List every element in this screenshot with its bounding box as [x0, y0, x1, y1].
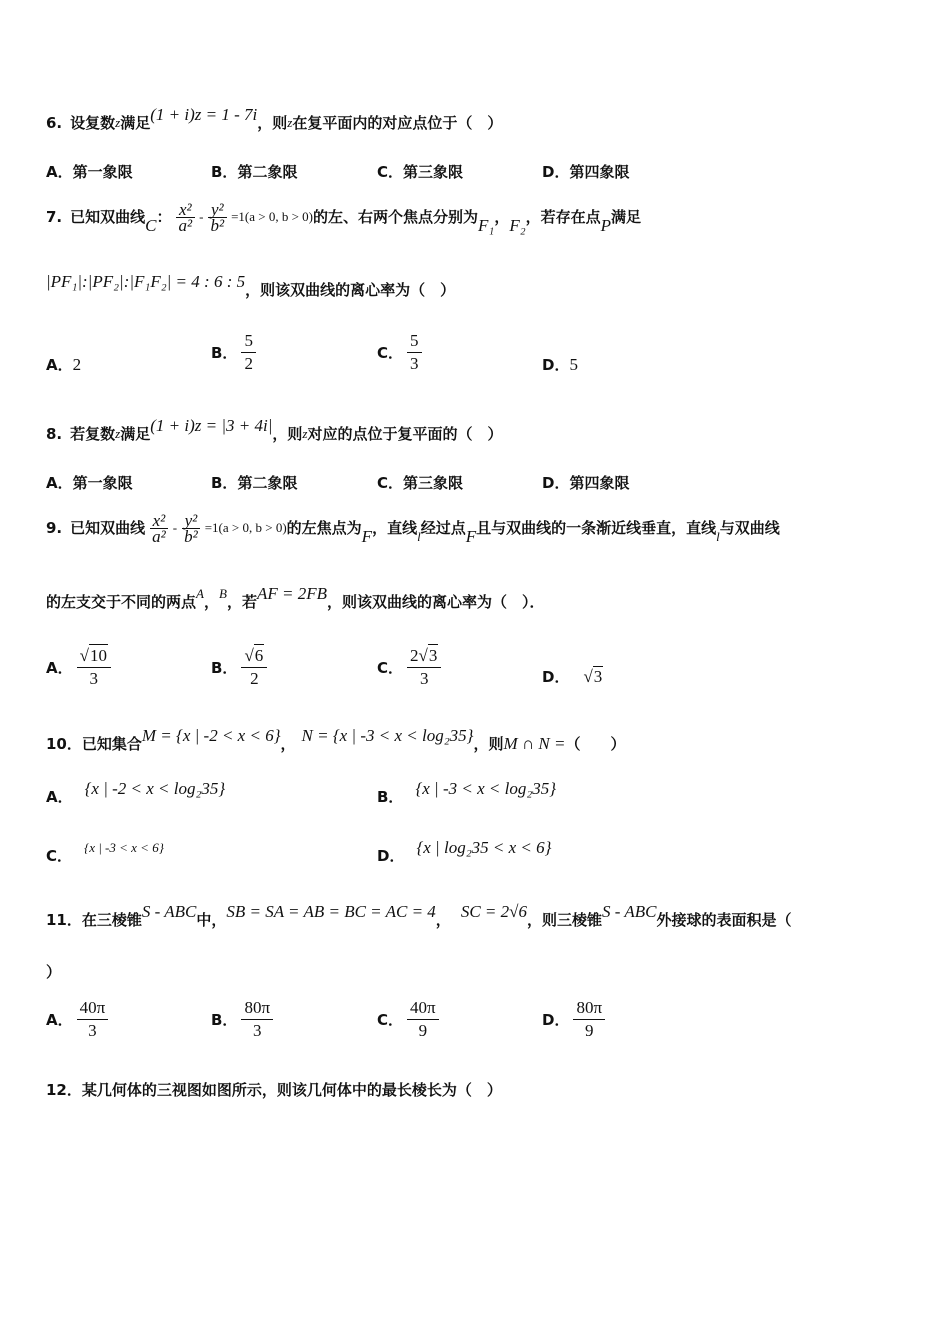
- fraction-numerator: 5: [407, 330, 422, 353]
- math-equation: SB = SA = AB = BC = AC = 4: [226, 902, 436, 921]
- math-expression: S - ABC: [141, 902, 197, 921]
- question-11-continued: [46, 962, 61, 982]
- math-var: z: [115, 426, 121, 441]
- radicand: 3: [428, 646, 438, 665]
- question-text: ，: [203, 593, 219, 611]
- question-text: 且与双曲线的一条渐近线垂直，直线: [476, 519, 717, 537]
- option-c[interactable]: [377, 472, 463, 493]
- question-text: 在复平面内的对应点位于（ ）: [292, 114, 503, 132]
- option-a[interactable]: [46, 644, 115, 690]
- question-text: 满足: [611, 208, 642, 226]
- option-label: C．: [377, 163, 404, 181]
- math-var: F₂: [509, 216, 526, 235]
- option-label: A．: [46, 356, 73, 374]
- option-label: A．: [46, 788, 73, 806]
- option-text: 第三象限: [403, 163, 464, 181]
- option-text: 第三象限: [403, 474, 464, 492]
- option-fraction: [241, 997, 273, 1042]
- option-label: A．: [46, 474, 73, 492]
- question-text: 在三棱锥: [81, 911, 142, 929]
- fraction-denominator: a²: [178, 215, 193, 235]
- radicand: 3: [593, 667, 603, 686]
- coefficient: 2: [410, 646, 419, 665]
- option-c[interactable]: [377, 644, 445, 690]
- option-fraction: [77, 644, 111, 690]
- question-6: [46, 105, 503, 133]
- question-text: 某几何体的三视图如图所示，则该几何体中的最长棱长为（ ）: [81, 1081, 502, 1099]
- option-d[interactable]: [542, 997, 609, 1042]
- fraction-numerator: 80π: [241, 997, 273, 1020]
- option-label: C．: [377, 474, 404, 492]
- fraction-numerator: 5: [241, 330, 256, 353]
- question-text: ：: [156, 208, 172, 226]
- fraction-x2-a2: [176, 199, 196, 235]
- fraction-denominator: b²: [184, 526, 198, 546]
- question-text: ，则: [257, 114, 288, 132]
- fraction-x2-a2: [149, 510, 169, 546]
- option-fraction: [241, 330, 256, 375]
- math-set: M = {x | -2 < x < 6}: [141, 726, 281, 745]
- option-text: 第一象限: [72, 474, 133, 492]
- math-var: A: [196, 586, 204, 601]
- fraction-denominator: 2: [244, 354, 253, 373]
- fraction-denominator: a²: [152, 526, 166, 546]
- option-label: D．: [542, 163, 570, 181]
- option-value: 5: [569, 354, 578, 374]
- question-number: 7.: [46, 208, 63, 226]
- question-7: [46, 197, 641, 237]
- option-label: C．: [46, 847, 73, 865]
- math-var: z: [115, 115, 121, 130]
- option-d[interactable]: [542, 161, 629, 182]
- question-text: 中，: [196, 911, 227, 929]
- fraction-numerator: x²: [150, 513, 169, 529]
- question-text: 的左支交于不同的两点: [46, 593, 197, 611]
- option-text: 第四象限: [569, 474, 630, 492]
- question-9: [46, 508, 780, 548]
- question-text: 已知双曲线: [70, 519, 146, 537]
- option-c[interactable]: [46, 839, 164, 866]
- fraction-denominator: 3: [252, 1021, 262, 1040]
- option-text: {x | -3 < x < 6}: [84, 839, 164, 855]
- question-text: ，若存在点: [525, 208, 601, 226]
- option-text: {x | log₂35 < x < 6}: [416, 837, 552, 857]
- option-label: D．: [377, 847, 405, 865]
- fraction-denominator: 3: [89, 669, 99, 688]
- option-label: B．: [211, 344, 238, 362]
- fraction-denominator: 3: [88, 1021, 97, 1040]
- math-equation: |PF₁|:|PF₂|:|F₁F₂| = 4 : 6 : 5: [46, 272, 246, 291]
- option-b[interactable]: [211, 330, 260, 375]
- radicand: 6: [254, 646, 264, 665]
- question-text: ，直线: [372, 519, 418, 537]
- option-label: B．: [211, 658, 238, 677]
- question-text: ，若: [226, 593, 257, 611]
- option-fraction: [407, 330, 422, 375]
- option-label: D．: [542, 356, 570, 374]
- option-label: B．: [211, 163, 238, 181]
- question-number: 10．: [46, 735, 82, 753]
- radicand: 10: [89, 646, 107, 665]
- question-number: 9.: [46, 519, 63, 537]
- question-11: [46, 902, 792, 930]
- fraction-numerator: √ 10: [77, 644, 111, 668]
- math-expression: M ∩ N =: [503, 734, 566, 753]
- option-sqrt: √ 3: [583, 667, 603, 686]
- option-b[interactable]: [211, 644, 271, 690]
- question-text: ，则三棱锥: [526, 911, 602, 929]
- option-label: B．: [211, 1011, 238, 1029]
- option-label: A．: [46, 658, 73, 677]
- option-fraction: [241, 644, 267, 690]
- math-var: z: [302, 426, 308, 441]
- question-text: ）: [46, 963, 62, 981]
- question-text: 设复数: [70, 114, 116, 132]
- math-equation: (1 + i)z = 1 - 7i: [150, 105, 258, 124]
- option-fraction: [573, 997, 605, 1042]
- question-text: ，: [494, 208, 510, 226]
- question-text: ，: [280, 735, 296, 753]
- fraction-numerator: y²: [182, 513, 201, 529]
- option-a[interactable]: [46, 354, 81, 375]
- option-label: C．: [377, 658, 404, 677]
- math-var: C: [145, 216, 157, 235]
- question-12: [46, 1080, 502, 1100]
- question-text: 外接球的表面积是（: [656, 911, 792, 929]
- option-fraction: [407, 644, 441, 690]
- fraction-numerator: y²: [208, 202, 227, 218]
- question-text: 满足: [120, 114, 151, 132]
- question-text: ，: [435, 911, 451, 929]
- question-7-continued: [46, 272, 456, 300]
- option-label: C．: [377, 344, 404, 362]
- option-label: D．: [542, 668, 570, 686]
- option-b[interactable]: [377, 778, 557, 807]
- option-label: A．: [46, 1011, 73, 1029]
- math-equation: AF = 2FB: [256, 584, 327, 603]
- question-text: 的左、右两个焦点分别为: [313, 208, 479, 226]
- fraction-numerator: √ 6: [241, 644, 267, 668]
- question-text: 已知集合: [81, 735, 142, 753]
- option-c[interactable]: [377, 997, 443, 1042]
- option-a[interactable]: [46, 778, 226, 807]
- math-equation: SC = 2√6: [460, 902, 527, 921]
- question-number: 12．: [46, 1081, 82, 1099]
- option-label: A．: [46, 163, 73, 181]
- option-d[interactable]: [377, 837, 552, 866]
- question-number: 8.: [46, 425, 63, 443]
- option-text: {x | -2 < x < log₂35}: [84, 778, 226, 798]
- question-text: 经过点: [420, 519, 466, 537]
- math-var: F: [465, 527, 477, 546]
- question-text: ，则: [473, 735, 504, 753]
- option-text: 第二象限: [237, 163, 298, 181]
- option-b[interactable]: [211, 997, 277, 1042]
- option-c[interactable]: [377, 330, 426, 375]
- math-operator: -: [199, 209, 204, 224]
- option-label: B．: [211, 474, 238, 492]
- option-d[interactable]: [542, 472, 629, 493]
- option-a[interactable]: [46, 997, 112, 1042]
- question-8: [46, 416, 503, 444]
- question-text: 对应的点位于复平面的（ ）: [307, 425, 503, 443]
- option-text: 第四象限: [569, 163, 630, 181]
- fraction-numerator: 2√ 3: [407, 644, 441, 668]
- fraction-denominator: 3: [419, 669, 429, 688]
- question-text: ，则: [272, 425, 303, 443]
- fraction-y2-b2: [181, 510, 201, 546]
- option-fraction: [407, 997, 439, 1042]
- fraction-denominator: 9: [418, 1021, 428, 1040]
- question-text: ，则该双曲线的离心率为（ ）．: [326, 593, 545, 611]
- math-operator: -: [172, 520, 178, 535]
- fraction-denominator: b²: [210, 215, 225, 235]
- option-label: D．: [542, 1011, 570, 1029]
- fraction-numerator: x²: [176, 202, 195, 218]
- option-b[interactable]: [211, 472, 297, 493]
- math-var: F: [361, 527, 373, 546]
- question-9-continued: [46, 584, 545, 612]
- question-text: 满足: [120, 425, 151, 443]
- fraction-numerator: 40π: [407, 997, 439, 1020]
- option-text: {x | -3 < x < log₂35}: [415, 778, 557, 798]
- option-text: 第一象限: [72, 163, 133, 181]
- math-set: N = {x | -3 < x < log₂35}: [301, 726, 474, 745]
- option-a[interactable]: [46, 161, 133, 182]
- question-number: 11．: [46, 911, 82, 929]
- math-expression: S - ABC: [601, 902, 657, 921]
- question-text: 若复数: [70, 425, 116, 443]
- option-label: C．: [377, 1011, 404, 1029]
- math-var: F₁: [478, 216, 495, 235]
- math-var: B: [218, 586, 227, 601]
- option-fraction: [77, 997, 109, 1042]
- option-a[interactable]: [46, 472, 133, 493]
- question-number: 6.: [46, 114, 63, 132]
- math-var: l: [716, 529, 720, 544]
- fraction-numerator: 80π: [573, 997, 605, 1020]
- option-d[interactable]: [542, 354, 578, 375]
- question-text: ，则该双曲线的离心率为（ ）: [245, 281, 456, 299]
- option-value: 2: [72, 354, 82, 374]
- option-text: 第二象限: [237, 474, 298, 492]
- option-c[interactable]: [377, 161, 463, 182]
- question-text: 与双曲线: [719, 519, 780, 537]
- math-var: z: [287, 115, 293, 130]
- option-b[interactable]: [211, 161, 297, 182]
- fraction-denominator: 2: [250, 669, 259, 688]
- fraction-y2-b2: [207, 199, 227, 235]
- math-var: l: [417, 529, 421, 544]
- math-condition: =1(a > 0, b > 0): [231, 209, 314, 224]
- question-text: 已知双曲线: [70, 208, 146, 226]
- option-label: B．: [377, 788, 404, 806]
- option-label: D．: [542, 474, 570, 492]
- option-d[interactable]: [542, 666, 603, 687]
- question-text: （ ）: [565, 735, 626, 753]
- question-10: [46, 726, 626, 754]
- fraction-denominator: 3: [410, 354, 419, 373]
- fraction-numerator: 40π: [77, 997, 109, 1020]
- math-var: P: [600, 216, 612, 235]
- math-condition: =1(a > 0, b > 0): [204, 520, 287, 535]
- math-equation: (1 + i)z = |3 + 4i|: [150, 416, 273, 435]
- question-text: 的左焦点为: [286, 519, 362, 537]
- fraction-denominator: 9: [585, 1021, 594, 1040]
